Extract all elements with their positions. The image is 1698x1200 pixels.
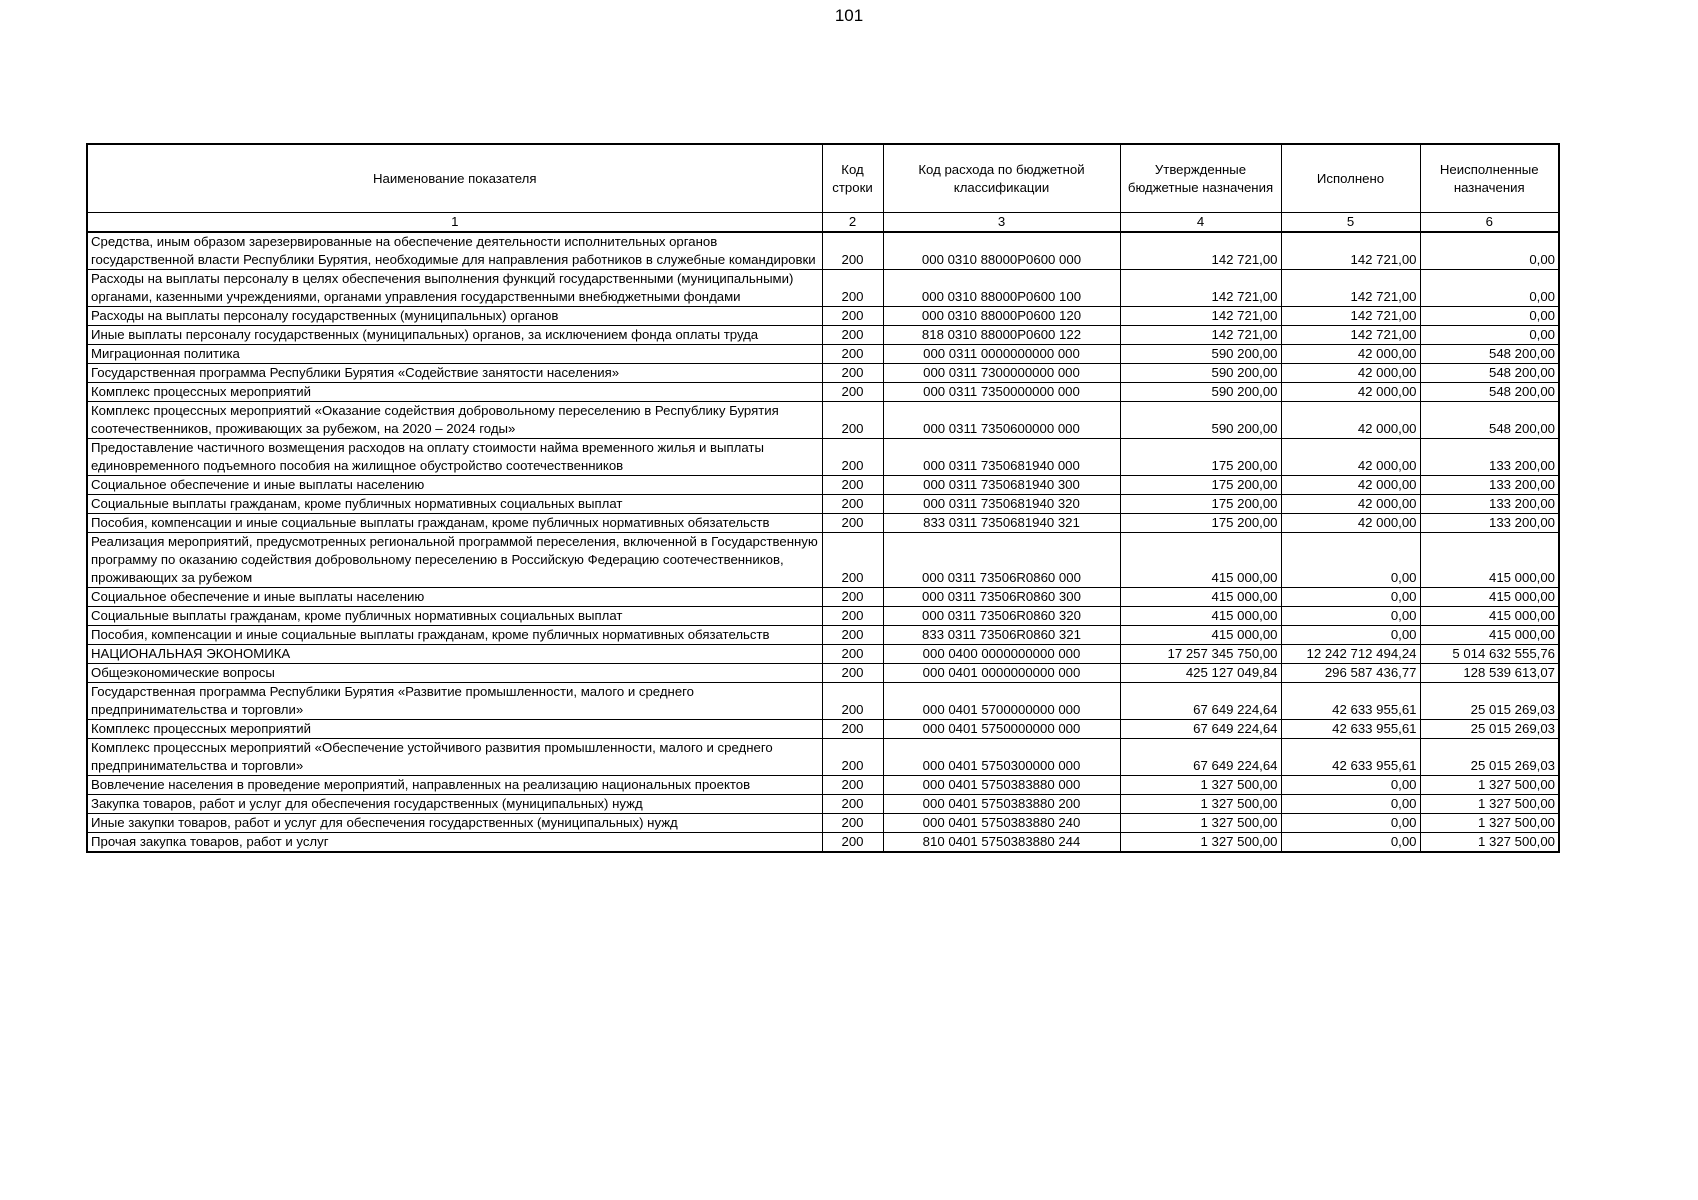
row-budget-code: 000 0401 5750383880 200 <box>883 795 1120 814</box>
table-row <box>87 307 1559 326</box>
row-approved: 175 200,00 <box>1120 514 1281 533</box>
table-row <box>87 588 1559 607</box>
table-row <box>87 402 1559 439</box>
row-approved: 415 000,00 <box>1120 607 1281 626</box>
row-budget-code: 000 0401 0000000000 000 <box>883 664 1120 683</box>
table-row <box>87 364 1559 383</box>
row-line-code: 200 <box>822 607 883 626</box>
row-line-code: 200 <box>822 776 883 795</box>
row-name: Социальные выплаты гражданам, кроме публичных нормативных социальных выплат <box>87 495 822 514</box>
row-budget-code: 818 0310 88000Р0600 122 <box>883 326 1120 345</box>
row-unexecuted: 133 200,00 <box>1420 439 1559 476</box>
row-approved: 67 649 224,64 <box>1120 720 1281 739</box>
budget-execution-table <box>86 143 1560 853</box>
row-name: Миграционная политика <box>87 345 822 364</box>
row-line-code: 200 <box>822 739 883 776</box>
row-unexecuted: 25 015 269,03 <box>1420 683 1559 720</box>
row-name: Комплекс процессных мероприятий «Оказание содействия добровольному переселению в Республику Бурятия соотечественников, проживающих за рубежом, на 2020 – 2024 годы» <box>87 402 822 439</box>
row-line-code: 200 <box>822 833 883 853</box>
row-executed: 296 587 436,77 <box>1281 664 1420 683</box>
row-executed: 0,00 <box>1281 795 1420 814</box>
row-budget-code: 000 0401 5750383880 000 <box>883 776 1120 795</box>
row-unexecuted: 1 327 500,00 <box>1420 833 1559 853</box>
row-unexecuted: 0,00 <box>1420 326 1559 345</box>
row-unexecuted: 25 015 269,03 <box>1420 739 1559 776</box>
row-line-code: 200 <box>822 683 883 720</box>
row-approved: 1 327 500,00 <box>1120 776 1281 795</box>
row-budget-code: 000 0401 5750300000 000 <box>883 739 1120 776</box>
row-line-code: 200 <box>822 720 883 739</box>
column-number-row <box>87 213 1559 233</box>
row-line-code: 200 <box>822 326 883 345</box>
row-unexecuted: 0,00 <box>1420 232 1559 270</box>
row-executed: 42 000,00 <box>1281 476 1420 495</box>
row-executed: 42 000,00 <box>1281 364 1420 383</box>
row-name: Прочая закупка товаров, работ и услуг <box>87 833 822 853</box>
row-name: Государственная программа Республики Бурятия «Развитие промышленности, малого и среднего предпринимательства и торговли» <box>87 683 822 720</box>
row-budget-code: 833 0311 7350681940 321 <box>883 514 1120 533</box>
row-executed: 0,00 <box>1281 776 1420 795</box>
row-line-code: 200 <box>822 533 883 588</box>
row-name: Социальное обеспечение и иные выплаты населению <box>87 476 822 495</box>
header-row <box>87 144 1559 213</box>
table-row <box>87 326 1559 345</box>
row-budget-code: 000 0311 73506R0860 300 <box>883 588 1120 607</box>
table-row <box>87 514 1559 533</box>
column-number: 3 <box>883 213 1120 233</box>
row-unexecuted: 133 200,00 <box>1420 476 1559 495</box>
table-row <box>87 664 1559 683</box>
row-unexecuted: 415 000,00 <box>1420 533 1559 588</box>
row-approved: 67 649 224,64 <box>1120 739 1281 776</box>
row-line-code: 200 <box>822 514 883 533</box>
row-name: Вовлечение населения в проведение мероприятий, направленных на реализацию национальных проектов <box>87 776 822 795</box>
row-executed: 0,00 <box>1281 607 1420 626</box>
row-name: Государственная программа Республики Бурятия «Содействие занятости населения» <box>87 364 822 383</box>
row-approved: 142 721,00 <box>1120 307 1281 326</box>
row-executed: 42 000,00 <box>1281 345 1420 364</box>
table-row <box>87 683 1559 720</box>
row-budget-code: 000 0310 88000Р0600 000 <box>883 232 1120 270</box>
row-approved: 590 200,00 <box>1120 383 1281 402</box>
row-budget-code: 000 0311 7350600000 000 <box>883 402 1120 439</box>
row-executed: 142 721,00 <box>1281 307 1420 326</box>
row-unexecuted: 415 000,00 <box>1420 607 1559 626</box>
row-approved: 415 000,00 <box>1120 626 1281 645</box>
row-budget-code: 000 0401 5750383880 240 <box>883 814 1120 833</box>
row-name: Реализация мероприятий, предусмотренных региональной программой переселения, включенной в Государственную программу по оказанию содействия добровольному переселению в Российскую Федерацию соотечественников, проживающих за рубежом <box>87 533 822 588</box>
row-unexecuted: 415 000,00 <box>1420 626 1559 645</box>
row-approved: 425 127 049,84 <box>1120 664 1281 683</box>
row-unexecuted: 548 200,00 <box>1420 345 1559 364</box>
row-line-code: 200 <box>822 626 883 645</box>
row-budget-code: 000 0311 0000000000 000 <box>883 345 1120 364</box>
table-row <box>87 607 1559 626</box>
row-budget-code: 000 0400 0000000000 000 <box>883 645 1120 664</box>
table-body <box>87 232 1559 852</box>
row-name: Средства, иным образом зарезервированные на обеспечение деятельности исполнительных органов государственной власти Республики Бурятия, необходимые для направления работников в служебные командировки <box>87 232 822 270</box>
row-budget-code: 000 0311 7350681940 320 <box>883 495 1120 514</box>
row-line-code: 200 <box>822 270 883 307</box>
row-name: НАЦИОНАЛЬНАЯ ЭКОНОМИКА <box>87 645 822 664</box>
row-budget-code: 000 0401 5700000000 000 <box>883 683 1120 720</box>
row-line-code: 200 <box>822 814 883 833</box>
column-number: 1 <box>87 213 822 233</box>
row-approved: 175 200,00 <box>1120 476 1281 495</box>
row-executed: 42 000,00 <box>1281 383 1420 402</box>
row-approved: 590 200,00 <box>1120 364 1281 383</box>
row-executed: 0,00 <box>1281 626 1420 645</box>
row-executed: 0,00 <box>1281 533 1420 588</box>
row-name: Расходы на выплаты персоналу в целях обеспечения выполнения функций государственными (муниципальными) органами, казенными учреждениями, органами управления государственными внебюджетными фондами <box>87 270 822 307</box>
column-number: 5 <box>1281 213 1420 233</box>
row-name: Пособия, компенсации и иные социальные выплаты гражданам, кроме публичных нормативных обязательств <box>87 626 822 645</box>
row-unexecuted: 548 200,00 <box>1420 383 1559 402</box>
row-executed: 42 633 955,61 <box>1281 720 1420 739</box>
row-approved: 67 649 224,64 <box>1120 683 1281 720</box>
row-name: Иные выплаты персоналу государственных (муниципальных) органов, за исключением фонда оплаты труда <box>87 326 822 345</box>
row-name: Социальное обеспечение и иные выплаты населению <box>87 588 822 607</box>
row-approved: 415 000,00 <box>1120 588 1281 607</box>
row-name: Иные закупки товаров, работ и услуг для обеспечения государственных (муниципальных) нужд <box>87 814 822 833</box>
row-unexecuted: 1 327 500,00 <box>1420 795 1559 814</box>
row-line-code: 200 <box>822 232 883 270</box>
row-budget-code: 000 0311 7350681940 000 <box>883 439 1120 476</box>
row-budget-code: 000 0311 7350000000 000 <box>883 383 1120 402</box>
row-name: Закупка товаров, работ и услуг для обеспечения государственных (муниципальных) нужд <box>87 795 822 814</box>
row-line-code: 200 <box>822 383 883 402</box>
table-row <box>87 739 1559 776</box>
row-approved: 142 721,00 <box>1120 270 1281 307</box>
column-number: 6 <box>1420 213 1559 233</box>
row-unexecuted: 1 327 500,00 <box>1420 814 1559 833</box>
row-unexecuted: 128 539 613,07 <box>1420 664 1559 683</box>
row-approved: 175 200,00 <box>1120 439 1281 476</box>
row-budget-code: 000 0311 73506R0860 320 <box>883 607 1120 626</box>
row-line-code: 200 <box>822 588 883 607</box>
row-unexecuted: 5 014 632 555,76 <box>1420 645 1559 664</box>
header-approved: Утвержденные бюджетные назначения <box>1120 144 1281 213</box>
row-executed: 42 633 955,61 <box>1281 683 1420 720</box>
table-row <box>87 720 1559 739</box>
table-row <box>87 833 1559 853</box>
table-row <box>87 270 1559 307</box>
row-budget-code: 000 0311 73506R0860 000 <box>883 533 1120 588</box>
row-approved: 142 721,00 <box>1120 232 1281 270</box>
row-executed: 42 000,00 <box>1281 495 1420 514</box>
row-line-code: 200 <box>822 307 883 326</box>
row-line-code: 200 <box>822 345 883 364</box>
row-unexecuted: 1 327 500,00 <box>1420 776 1559 795</box>
row-executed: 142 721,00 <box>1281 326 1420 345</box>
row-name: Пособия, компенсации и иные социальные выплаты гражданам, кроме публичных нормативных обязательств <box>87 514 822 533</box>
row-budget-code: 810 0401 5750383880 244 <box>883 833 1120 853</box>
table-row <box>87 439 1559 476</box>
row-approved: 1 327 500,00 <box>1120 795 1281 814</box>
table-row <box>87 776 1559 795</box>
row-approved: 142 721,00 <box>1120 326 1281 345</box>
table-row <box>87 232 1559 270</box>
row-unexecuted: 0,00 <box>1420 270 1559 307</box>
row-name: Социальные выплаты гражданам, кроме публичных нормативных социальных выплат <box>87 607 822 626</box>
row-executed: 0,00 <box>1281 588 1420 607</box>
row-name: Предоставление частичного возмещения расходов на оплату стоимости найма временного жилья и выплаты единовременного подъемного пособия на жилищное обустройство соотечественников <box>87 439 822 476</box>
row-executed: 42 000,00 <box>1281 439 1420 476</box>
header-executed: Исполнено <box>1281 144 1420 213</box>
row-approved: 415 000,00 <box>1120 533 1281 588</box>
row-line-code: 200 <box>822 439 883 476</box>
row-budget-code: 000 0310 88000Р0600 120 <box>883 307 1120 326</box>
table-row <box>87 345 1559 364</box>
row-name: Комплекс процессных мероприятий «Обеспечение устойчивого развития промышленности, малого и среднего предпринимательства и торговли» <box>87 739 822 776</box>
row-unexecuted: 0,00 <box>1420 307 1559 326</box>
row-line-code: 200 <box>822 495 883 514</box>
row-executed: 0,00 <box>1281 833 1420 853</box>
row-line-code: 200 <box>822 645 883 664</box>
row-approved: 175 200,00 <box>1120 495 1281 514</box>
row-executed: 42 000,00 <box>1281 402 1420 439</box>
table-row <box>87 626 1559 645</box>
table-row <box>87 814 1559 833</box>
row-name: Комплекс процессных мероприятий <box>87 720 822 739</box>
row-budget-code: 000 0311 7300000000 000 <box>883 364 1120 383</box>
row-executed: 142 721,00 <box>1281 270 1420 307</box>
column-number: 2 <box>822 213 883 233</box>
header-name: Наименование показателя <box>87 144 822 213</box>
row-line-code: 200 <box>822 664 883 683</box>
row-budget-code: 000 0401 5750000000 000 <box>883 720 1120 739</box>
table-row <box>87 533 1559 588</box>
row-executed: 0,00 <box>1281 814 1420 833</box>
row-approved: 1 327 500,00 <box>1120 814 1281 833</box>
header-line-code: Код строки <box>822 144 883 213</box>
header-unexecuted: Неисполненные назначения <box>1420 144 1559 213</box>
row-unexecuted: 133 200,00 <box>1420 514 1559 533</box>
row-budget-code: 833 0311 73506R0860 321 <box>883 626 1120 645</box>
row-line-code: 200 <box>822 402 883 439</box>
page-number: 101 <box>834 6 864 25</box>
table-row <box>87 645 1559 664</box>
row-approved: 590 200,00 <box>1120 345 1281 364</box>
row-unexecuted: 548 200,00 <box>1420 364 1559 383</box>
row-executed: 42 633 955,61 <box>1281 739 1420 776</box>
row-approved: 590 200,00 <box>1120 402 1281 439</box>
row-line-code: 200 <box>822 795 883 814</box>
column-number: 4 <box>1120 213 1281 233</box>
row-unexecuted: 133 200,00 <box>1420 495 1559 514</box>
row-unexecuted: 415 000,00 <box>1420 588 1559 607</box>
row-name: Общеэкономические вопросы <box>87 664 822 683</box>
header-budget-code: Код расхода по бюджетной классификации <box>883 144 1120 213</box>
table-row <box>87 476 1559 495</box>
table-row <box>87 383 1559 402</box>
row-name: Расходы на выплаты персоналу государственных (муниципальных) органов <box>87 307 822 326</box>
row-executed: 142 721,00 <box>1281 232 1420 270</box>
row-executed: 42 000,00 <box>1281 514 1420 533</box>
row-approved: 17 257 345 750,00 <box>1120 645 1281 664</box>
row-unexecuted: 25 015 269,03 <box>1420 720 1559 739</box>
row-name: Комплекс процессных мероприятий <box>87 383 822 402</box>
row-budget-code: 000 0310 88000Р0600 100 <box>883 270 1120 307</box>
row-unexecuted: 548 200,00 <box>1420 402 1559 439</box>
row-line-code: 200 <box>822 476 883 495</box>
table-row <box>87 495 1559 514</box>
row-budget-code: 000 0311 7350681940 300 <box>883 476 1120 495</box>
row-line-code: 200 <box>822 364 883 383</box>
row-executed: 12 242 712 494,24 <box>1281 645 1420 664</box>
row-approved: 1 327 500,00 <box>1120 833 1281 853</box>
table-row <box>87 795 1559 814</box>
